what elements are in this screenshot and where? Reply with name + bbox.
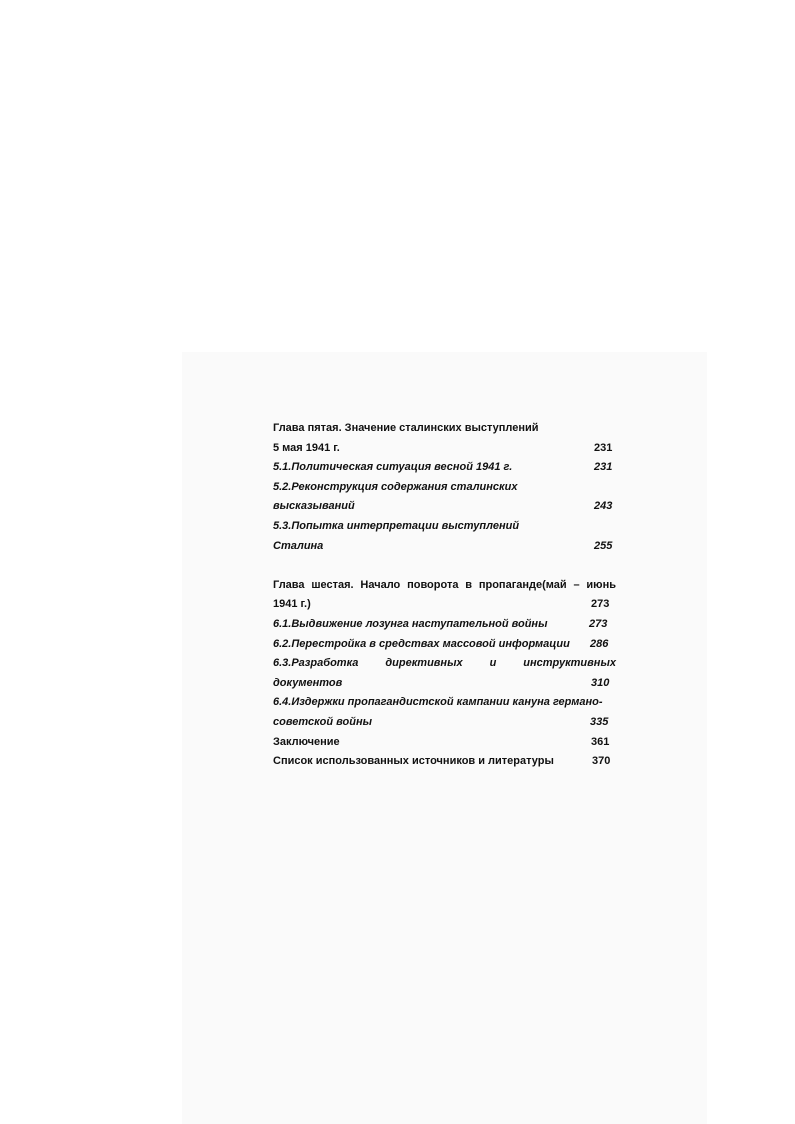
toc-item-6-3-word: директивных	[385, 657, 463, 670]
toc-item-5-3-text-line1: 5.3.Попытка интерпретации выступлений	[273, 519, 520, 532]
toc-conclusion	[273, 733, 616, 753]
toc-item-6-3-cont	[273, 674, 616, 694]
toc-conclusion-page: 361	[591, 735, 610, 748]
toc-item-6-4-page: 335	[590, 715, 609, 728]
toc-item-5-2-page: 243	[594, 500, 613, 513]
toc-item-6-4-text-line1: 6.4.Издержки пропагандистской кампании кануна германо-	[273, 696, 603, 709]
toc-item-5-3-page: 255	[594, 539, 613, 552]
toc-item-5-3-cont	[273, 537, 616, 557]
toc-item-6-1-page: 273	[589, 617, 608, 630]
toc-item-6-4	[273, 693, 616, 713]
toc-chapter6-title-word: июнь	[586, 578, 616, 591]
toc-item-5-3	[273, 517, 616, 537]
toc-chapter5-title-cont-text: 5 мая 1941 г.	[273, 441, 340, 454]
toc-item-6-3	[273, 654, 616, 674]
toc-item-5-1-text: 5.1.Политическая ситуация весной 1941 г.	[273, 461, 513, 474]
toc-item-6-3-word: инструктивных	[523, 657, 616, 670]
toc-item-6-4-cont	[273, 713, 616, 733]
toc-item-5-2-text-line2: высказываний	[273, 500, 355, 513]
toc-item-6-3-word: и	[489, 657, 497, 670]
toc-chapter6-title-word: поворота	[407, 578, 459, 591]
toc-chapter5-title-text: Глава пятая. Значение сталинских выступлений	[273, 422, 539, 434]
toc-item-6-1-text: 6.1.Выдвижение лозунга наступательной войны	[273, 617, 548, 630]
toc-item-5-3-text-line2: Сталина	[273, 539, 324, 552]
toc-item-6-2	[273, 635, 616, 655]
toc-item-5-2-cont	[273, 497, 616, 517]
toc-item-5-1	[273, 458, 616, 478]
toc-item-6-4-text-line2: советской войны	[273, 715, 372, 728]
toc-chapter5-page: 231	[594, 441, 613, 454]
toc-chapter6-title-word: пропаганде(май	[478, 578, 567, 591]
toc-chapter6-title-word: в	[465, 578, 473, 591]
toc-item-6-3-word: 6.3.Разработка	[273, 657, 359, 670]
toc-bibliography-page: 370	[592, 755, 611, 768]
toc-item-6-3-text-line2: документов	[273, 676, 343, 689]
toc-conclusion-text: Заключение	[273, 735, 340, 748]
toc-chapter6-title	[273, 576, 616, 596]
toc-chapter5-title	[273, 419, 616, 439]
toc-item-5-2-text-line1: 5.2.Реконструкция содержания сталинских	[273, 480, 518, 493]
toc-bibliography-text: Список использованных источников и литературы	[273, 755, 554, 768]
table-of-contents	[273, 419, 616, 772]
toc-chapter6-title-word: Глава	[273, 578, 305, 591]
toc-chapter6-title-word: Начало	[360, 578, 401, 591]
toc-chapter6-page: 273	[591, 598, 610, 611]
toc-chapter6-title-cont-text: 1941 г.)	[273, 598, 311, 611]
toc-item-5-2	[273, 478, 616, 498]
toc-item-6-2-text: 6.2.Перестройка в средствах массовой информации	[273, 637, 570, 650]
toc-item-6-3-page: 310	[591, 676, 610, 689]
toc-chapter6-title-word: шестая.	[311, 578, 354, 591]
toc-item-5-1-page: 231	[594, 461, 613, 474]
toc-spacer	[273, 556, 616, 576]
toc-chapter6-title-cont	[273, 595, 616, 615]
toc-chapter5-title-cont	[273, 439, 616, 459]
toc-item-6-1	[273, 615, 616, 635]
toc-item-6-2-page: 286	[590, 637, 609, 650]
toc-bibliography	[273, 752, 616, 772]
toc-chapter6-title-word: –	[573, 578, 580, 591]
